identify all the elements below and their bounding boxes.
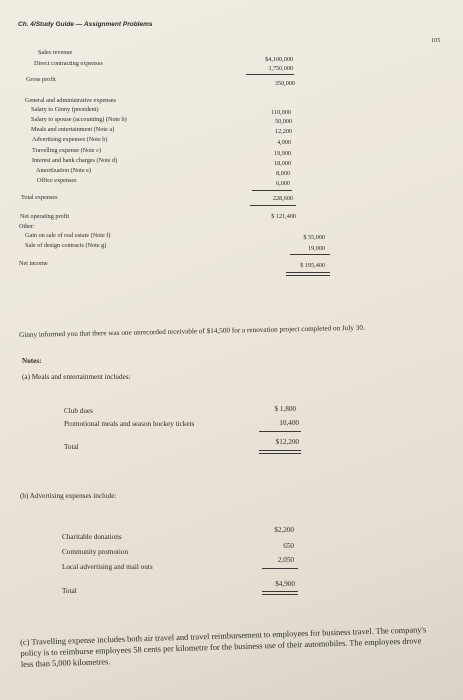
double-rule — [262, 591, 298, 595]
direct-contracting-label: Direct contracting expenses — [34, 60, 103, 67]
unrecorded-receivable-note: Ginny informed you that there was one unrecorded receivable of $14,500 for a renovation project completed on July 30. — [19, 323, 365, 339]
other-heading: Other: — [19, 223, 35, 230]
note-b-item-value: $2,200 — [274, 526, 294, 534]
rule — [246, 74, 294, 75]
expense-value: 19,900 — [273, 150, 291, 157]
net-income-value: $ 195,400 — [300, 262, 325, 269]
sales-revenue-value: $4,100,000 — [265, 56, 293, 63]
rule — [262, 568, 298, 569]
expense-label: Interest and bank charges (Note d) — [32, 157, 118, 164]
note-a-item-label: Club dues — [64, 407, 93, 415]
direct-contracting-value: 3,750,000 — [268, 65, 293, 72]
expense-value: 110,000 — [271, 109, 291, 116]
note-c-text: (c) Travelling expense includes both air travel and travel reimbursement to employees for business travel. The company's policy is to reimburse employees 58 cents per kilometre for the business use of their automobiles. The employees drove less than 5,000 kilometres. — [20, 625, 427, 669]
note-b-item-label: Charitable donations — [62, 533, 122, 541]
note-b-item-value: 2,050 — [277, 556, 294, 564]
expense-label: Amortization (Note e) — [36, 167, 91, 174]
note-b-item-label: Local advertising and mail outs — [62, 563, 153, 571]
notes-heading: Notes: — [22, 357, 42, 365]
note-b-item-label: Community promotion — [62, 548, 129, 556]
expense-value: 6,000 — [276, 180, 290, 187]
ga-heading: General and administrative expenses — [25, 97, 116, 104]
note-b-total-value: $4,900 — [275, 580, 295, 588]
expense-value: 12,200 — [274, 128, 292, 135]
sale-design-value: 19,000 — [307, 245, 325, 252]
gross-profit-label: Gross profit — [26, 76, 56, 83]
expense-value: 4,900 — [277, 139, 291, 146]
gain-real-estate-label: Gain on sale of real estate (Note f) — [25, 232, 111, 239]
sales-revenue-label: Sales revenue — [38, 49, 73, 56]
expense-value: 18,000 — [273, 160, 291, 167]
gross-profit-value: 350,000 — [274, 80, 295, 87]
note-a-heading: (a) Meals and entertainment includes: — [22, 373, 131, 381]
rule — [259, 431, 301, 432]
expense-label: Office expenses — [37, 177, 77, 184]
expense-value: 50,000 — [274, 118, 292, 125]
expense-label: Salary to spouse (accounting) (Note b) — [31, 116, 127, 123]
expense-label: Salary to Ginny (president) — [31, 106, 99, 113]
note-a-item-value: $ 1,800 — [274, 405, 296, 413]
total-expenses-value: 228,600 — [272, 195, 293, 202]
expense-value: 8,000 — [276, 170, 290, 177]
net-income-label: Net income — [19, 260, 48, 267]
rule — [250, 205, 296, 206]
page-number: 105 — [431, 37, 441, 44]
expense-label: Travelling expense (Note c) — [32, 147, 102, 154]
note-a-item-label: Promotional meals and season hockey tickets — [64, 420, 195, 428]
note-b-item-value: 650 — [283, 542, 294, 550]
rule — [252, 190, 292, 191]
rule — [290, 254, 330, 255]
note-b-total-label: Total — [62, 587, 77, 595]
net-operating-profit-label: Net operating profit — [20, 213, 70, 220]
note-a-total-label: Total — [64, 443, 79, 451]
gain-real-estate-value: $ 55,000 — [303, 234, 325, 241]
total-expenses-label: Total expenses — [21, 194, 58, 201]
expense-label: Advertising expenses (Note b) — [32, 136, 108, 143]
double-rule — [286, 272, 330, 276]
sale-design-label: Sale of design contracts (Note g) — [25, 242, 107, 249]
note-a-item-value: 10,400 — [279, 419, 299, 427]
note-a-total-value: $12,200 — [275, 438, 299, 446]
double-rule — [259, 450, 301, 454]
note-b-heading: (b) Advertising expenses include: — [20, 492, 117, 500]
net-operating-profit-value: $ 121,400 — [271, 213, 296, 220]
running-title: Ch. 4/Study Guide — Assignment Problems — [18, 21, 153, 28]
expense-label: Meals and entertainment (Note a) — [31, 126, 115, 133]
